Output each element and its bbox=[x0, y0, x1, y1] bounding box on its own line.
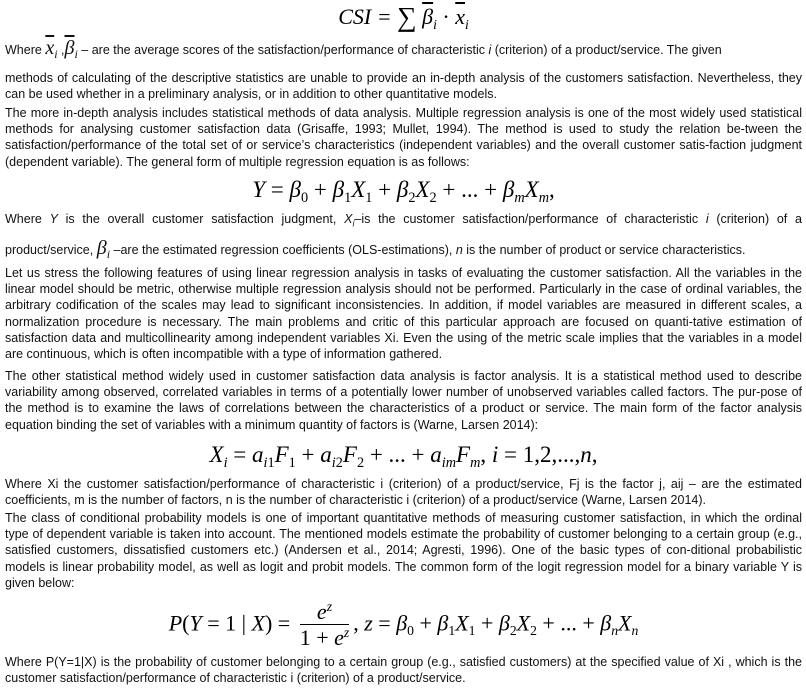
logit-fraction: $\frac{e^z}{1 + e^z}$ bbox=[299, 598, 350, 651]
paragraph-where-avg: Where $\overline{x}_i$ $,\overline{\beta}_i$ – are the average scores of the satisfaction/performance of characteristic i (criterion) of a product/service. The given bbox=[5, 37, 722, 62]
paragraph-regression-coef: product/service, $\beta_i$ –are the estimated regression coefficients (OLS-estimations), n is the number of product or service characteristics. bbox=[5, 237, 746, 262]
beta-bar-symbol: $\overline{\beta}_i$ bbox=[64, 37, 78, 62]
beta-i-symbol: $\beta_i$ bbox=[96, 237, 111, 262]
paragraph-descriptive: methods of calculating of the descriptive statistics are unable to provide an in-depth analysis of the customers satisfaction. Nevertheless, they can be used whether in a preliminary analysis, or in addition to other quantitative models. bbox=[5, 71, 802, 102]
x-bar-symbol: $\overline{x}_i$ bbox=[45, 37, 58, 62]
factor-equation: $X_i = a_{i1}F_1 + a_{i2}F_2$ + ... + $a_{im}F_m$, i = 1,2,...,n, bbox=[209, 442, 598, 471]
csi-equation: CSI = ∑ $\overline{\beta}_i \cdot \overline{x}_i$ bbox=[338, 1, 469, 33]
paragraph-linear-features: Let us stress the following features of using linear regression analysis in tasks of evaluating the customer satisfaction. All the variables in the linear model should be metric, otherwise multiple regression analysis should not be performed. Particularly in the case of ordinal variables, the arbitrary codification of the scales may lead to significant inconsistencies. In addition, if model variables are measured in different scales, a normalization procedure is necessary. The main problems and critic of this particular approach are focused on quanti-tative estimation of satisfaction data and multicollinearity among independent variables Xi. Even the using of the metric scale implies that the variables in a model are continuous, which is often incompatible with a type of information gathered. bbox=[5, 266, 802, 362]
paragraph-factor-where: Where Xi the customer satisfaction/performance of characteristic i (criterion) of a product/service, Fj is the factor j, aij – are the estimated coefficients, m is the number of factors, n is the number of characteristic i (criterion) of a product/service (Warne, Larsen 2014). bbox=[5, 477, 802, 508]
paragraph-logit-where: Where P(Y=1|X) is the probability of customer belonging to a certain group (e.g., satisfied customers) at the specified value of Xi , which is the customer satisfaction/performance of characteristic i (criterion) of a product/service. bbox=[5, 655, 802, 686]
logit-equation: P(Y = 1 | X) = $\frac{e^z}{1 + e^z}$ , $z = \beta_0 + \beta_1X_1 + \beta_2X_2$ + ... + $\beta_nX_n$ bbox=[168, 598, 639, 651]
paragraph-factor-analysis: The other statistical method widely used in customer satisfaction data analysis is factor analysis. It is a statistical method used to describe variability among observed, correlated variables in terms of a potentially lower number of unobserved variables called factors. The pur-pose of the method is to examine the laws of correlations between the characteristics of a product or service. The main form of the factor analysis equation binding the set of variables with a minimum quantity of factors is (Warne, Larsen 2014): bbox=[5, 369, 802, 432]
regression-equation: $Y = \beta_0 + \beta_1X_1 + \beta_2X_2$ + ... + $\beta_mX_m$, bbox=[252, 177, 555, 206]
paragraph-regression-intro: The more in-depth analysis includes statistical methods of data analysis. Multiple regression analysis is one of the most widely used statistical methods for analysing customer satisfaction data (Grisaffe, 1993; Mullet, 1994). The method is used to study the relation be-tween the satisfaction/performance of the total set of or service’s characteristics (independent variables) and the overall customer satis-faction judgment (dependent variable). The general form of multiple regression equation is as follows: bbox=[5, 106, 802, 169]
paragraph-conditional-probability: The class of conditional probability models is one of important quantitative methods of measuring customer satisfaction, in which the ordinal type of dependent variable is taken into account. The mentioned models estimate the probability of customer belonging to a certain group (e.g., satisfied customers, dissatisfied customers etc.) (Andersen et al., 2014; Agresti, 1996). One of the basic types of con-ditional probabilistic models is linear probability model, as well as logit and probit models. The common form of the logit regression model for a binary variable Y is given below: bbox=[5, 511, 802, 590]
paragraph-regression-where: Where Y is the overall customer satisfaction judgment, $X_i-is$ the customer satisfaction/performance of characteristic i (criterion) of a bbox=[5, 212, 802, 229]
